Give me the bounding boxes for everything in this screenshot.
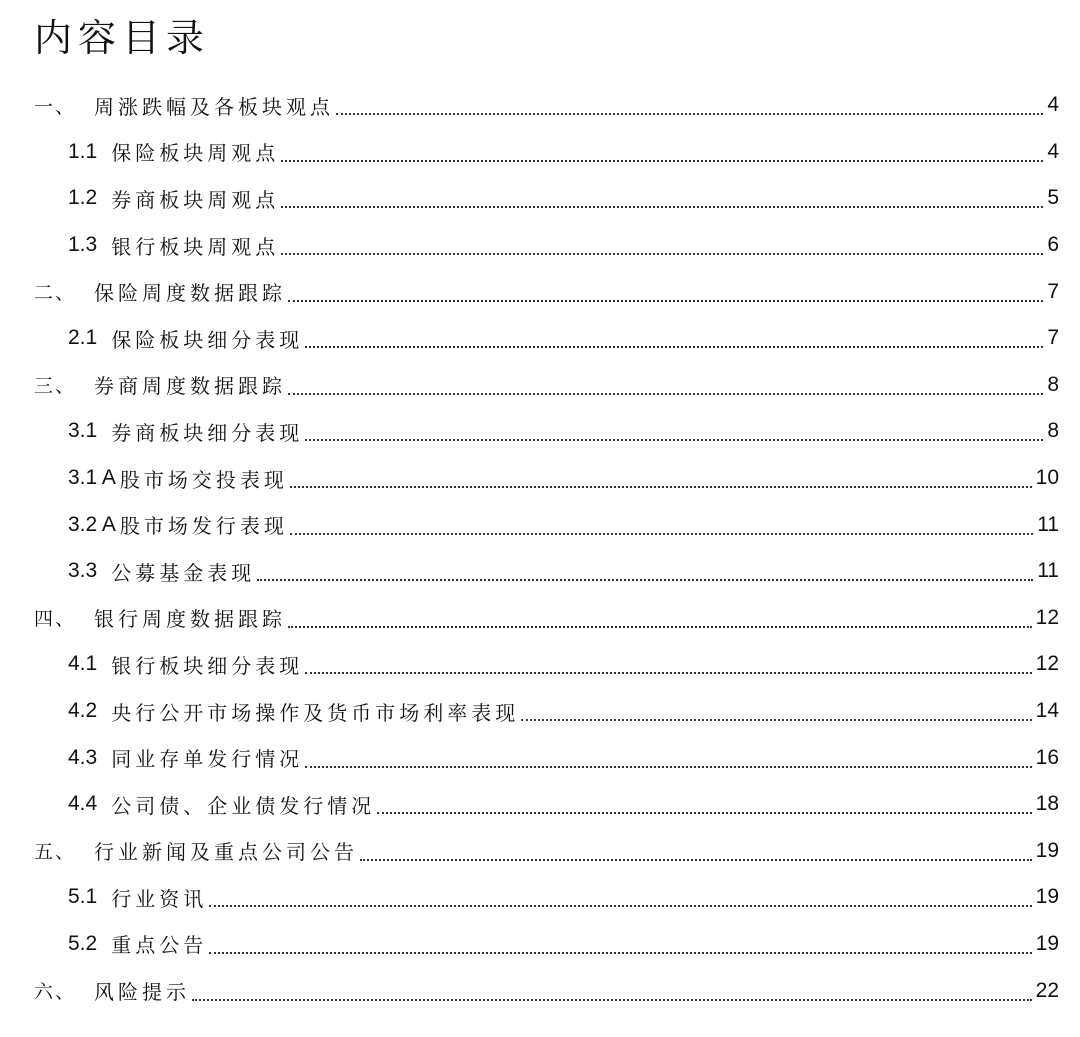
dot-leader: [360, 839, 1032, 861]
toc-entry[interactable]: [0, 222, 1080, 269]
toc-entry-number: 3.2 A: [68, 512, 116, 536]
toc-entry-title: 银行板块细分表现: [111, 653, 304, 678]
dot-leader: [305, 652, 1031, 674]
toc-entry-number: 3.1 A: [68, 466, 116, 490]
toc-entry-number: 1.3: [68, 233, 98, 257]
toc-entry-number: 4.2: [68, 699, 98, 723]
dot-leader: [521, 699, 1031, 721]
toc-entry-number: 4.4: [68, 792, 98, 816]
toc-entry-number: 3.1: [68, 419, 98, 443]
toc-entry-number: 5.2: [68, 931, 98, 955]
toc-entry-number: 三、: [34, 375, 77, 398]
toc-entry[interactable]: [0, 315, 1080, 362]
toc-entry[interactable]: [0, 641, 1080, 688]
toc-entry-title: 央行公开市场操作及货币市场利率表现: [111, 700, 520, 725]
dot-leader: [288, 280, 1043, 302]
toc-entry-page: 14: [1035, 699, 1059, 723]
toc-entry-number: 六、: [34, 981, 77, 1004]
toc-entry-title: 风险提示: [94, 980, 190, 1005]
toc-entry-number: 一、: [34, 95, 77, 118]
toc-entry-title: 保险板块周观点: [111, 141, 280, 166]
toc-entry-number: 1.2: [68, 186, 98, 210]
toc-entry[interactable]: [0, 408, 1080, 455]
toc-entry[interactable]: [0, 548, 1080, 595]
dot-leader: [209, 932, 1031, 954]
table-of-contents: [0, 82, 1080, 1014]
toc-entry-page: 12: [1035, 605, 1059, 629]
toc-entry-title: 银行板块周观点: [111, 234, 280, 259]
dot-leader: [305, 326, 1043, 348]
dot-leader: [377, 792, 1031, 814]
toc-entry-number: 4.3: [68, 745, 98, 769]
dot-leader: [192, 979, 1032, 1001]
toc-entry[interactable]: [0, 501, 1080, 548]
toc-entry-title: 券商板块细分表现: [111, 420, 304, 445]
toc-entry[interactable]: [0, 268, 1080, 315]
toc-entry-title: 行业资讯: [111, 886, 208, 911]
toc-entry[interactable]: [0, 921, 1080, 968]
toc-entry-page: 11: [1037, 559, 1059, 583]
toc-entry-page: 11: [1037, 512, 1059, 536]
toc-entry-title: 公司债、企业债发行情况: [111, 793, 376, 818]
toc-entry-page: 12: [1035, 652, 1059, 676]
toc-entry-page: 6: [1047, 233, 1059, 257]
toc-entry-title: 同业存单发行情况: [111, 747, 304, 772]
toc-entry[interactable]: [0, 175, 1080, 222]
dot-leader: [290, 513, 1033, 535]
toc-entry-page: 8: [1047, 419, 1059, 443]
toc-entry[interactable]: [0, 595, 1080, 642]
toc-entry-title: 重点公告: [111, 933, 208, 958]
toc-entry-number: 1.1: [68, 139, 98, 163]
toc-entry-page: 10: [1035, 466, 1059, 490]
toc-entry-title: 行业新闻及重点公司公告: [94, 840, 358, 865]
toc-entry-page: 19: [1035, 931, 1059, 955]
dot-leader: [281, 140, 1043, 162]
toc-entry[interactable]: [0, 967, 1080, 1014]
toc-entry[interactable]: [0, 455, 1080, 502]
dot-leader: [209, 885, 1031, 907]
dot-leader: [290, 466, 1032, 488]
dot-leader: [281, 233, 1043, 255]
toc-entry-title: 股市场发行表现: [119, 514, 288, 539]
toc-entry[interactable]: [0, 781, 1080, 828]
toc-entry-title: 券商板块周观点: [111, 187, 280, 212]
page-title: 内容目录: [34, 16, 211, 60]
toc-entry[interactable]: [0, 129, 1080, 176]
toc-entry-page: 4: [1047, 139, 1059, 163]
toc-entry-title: 公募基金表现: [111, 560, 256, 585]
toc-entry-number: 五、: [34, 841, 77, 864]
toc-entry[interactable]: [0, 82, 1080, 129]
dot-leader: [305, 419, 1043, 441]
toc-entry-title: 券商周度数据跟踪: [94, 374, 286, 399]
toc-entry[interactable]: [0, 362, 1080, 409]
dot-leader: [336, 93, 1043, 115]
toc-entry-number: 2.1: [68, 326, 98, 350]
toc-entry[interactable]: [0, 874, 1080, 921]
toc-entry-page: 5: [1047, 186, 1059, 210]
toc-entry-page: 22: [1035, 978, 1059, 1002]
dot-leader: [288, 606, 1032, 628]
toc-entry-number: 3.3: [68, 559, 98, 583]
dot-leader: [257, 559, 1033, 581]
toc-entry-title: 保险板块细分表现: [111, 327, 304, 352]
toc-entry-page: 19: [1035, 885, 1059, 909]
toc-entry-page: 18: [1035, 792, 1059, 816]
toc-entry-title: 周涨跌幅及各板块观点: [94, 94, 334, 119]
dot-leader: [288, 373, 1043, 395]
toc-entry-page: 19: [1035, 838, 1059, 862]
toc-entry-number: 4.1: [68, 652, 98, 676]
toc-entry-number: 二、: [34, 282, 77, 305]
toc-entry-title: 银行周度数据跟踪: [94, 607, 286, 632]
toc-entry[interactable]: [0, 828, 1080, 875]
toc-entry-page: 8: [1047, 372, 1059, 396]
toc-entry-page: 16: [1035, 745, 1059, 769]
toc-entry-page: 4: [1047, 93, 1059, 117]
toc-entry[interactable]: [0, 734, 1080, 781]
toc-entry-title: 保险周度数据跟踪: [94, 281, 286, 306]
toc-entry-number: 5.1: [68, 885, 98, 909]
toc-entry-number: 四、: [34, 608, 77, 631]
dot-leader: [281, 186, 1043, 208]
toc-entry-page: 7: [1047, 279, 1059, 303]
toc-entry[interactable]: [0, 688, 1080, 735]
toc-entry-page: 7: [1047, 326, 1059, 350]
dot-leader: [305, 746, 1031, 768]
toc-entry-title: 股市场交投表现: [119, 467, 288, 492]
